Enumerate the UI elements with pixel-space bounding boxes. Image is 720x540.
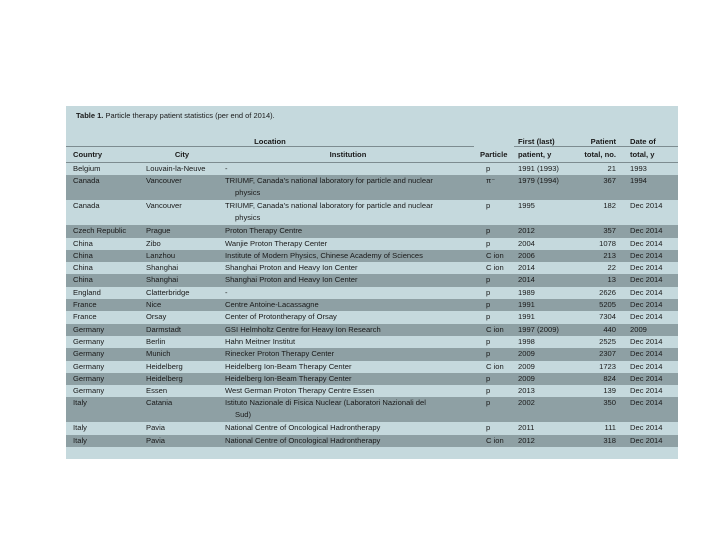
- institution-line: West German Proton Therapy Centre Essen: [225, 386, 375, 396]
- city-cell: Lanzhou: [142, 250, 222, 262]
- institution-cell: [222, 200, 474, 225]
- institution-line: Institute of Modern Physics, Chinese Academy of Sciences: [225, 250, 423, 260]
- particle-cell: C ion: [474, 435, 514, 447]
- table-row: [66, 225, 678, 237]
- table-body: [66, 163, 678, 448]
- patient-total-cell: 824: [578, 373, 624, 385]
- patient-total-cell: 182: [578, 200, 624, 225]
- first-patient-cell: 2013: [514, 385, 578, 397]
- institution-line: Wanjie Proton Therapy Center: [225, 238, 328, 248]
- table-row: [66, 299, 678, 311]
- date-header-1: Date of: [624, 130, 678, 147]
- institution-cell: [222, 385, 474, 397]
- particle-cell: p: [474, 200, 514, 225]
- table-row: [66, 287, 678, 299]
- date-cell: Dec 2014: [624, 225, 678, 237]
- first-patient-header-1: First (last): [514, 130, 578, 147]
- patient-statistics-table: [66, 130, 678, 447]
- institution-cell: [222, 175, 474, 200]
- date-cell: Dec 2014: [624, 250, 678, 262]
- particle-cell: C ion: [474, 262, 514, 274]
- particle-cell: p: [474, 385, 514, 397]
- table-row: [66, 250, 678, 262]
- date-header-2: total, y: [624, 147, 678, 163]
- date-cell: Dec 2014: [624, 361, 678, 373]
- patient-total-cell: 357: [578, 225, 624, 237]
- date-cell: 2009: [624, 324, 678, 336]
- institution-line: -: [225, 287, 228, 297]
- first-patient-cell: 1991: [514, 311, 578, 323]
- institution-line: -: [225, 164, 228, 173]
- patient-total-cell: 350: [578, 397, 624, 422]
- date-cell: Dec 2014: [624, 385, 678, 397]
- institution-line: National Centre of Oncological Hadrontherapy: [225, 423, 381, 433]
- date-cell: Dec 2014: [624, 422, 678, 434]
- patient-total-cell: 318: [578, 435, 624, 447]
- institution-cell: [222, 238, 474, 250]
- first-patient-cell: 2002: [514, 397, 578, 422]
- first-patient-header-2: patient, y: [514, 147, 578, 163]
- first-patient-cell: 1979 (1994): [514, 175, 578, 200]
- table-caption: [66, 106, 678, 130]
- city-header: City: [142, 147, 222, 163]
- country-cell: China: [66, 274, 142, 286]
- date-cell: Dec 2014: [624, 348, 678, 360]
- city-cell: Berlin: [142, 336, 222, 348]
- first-patient-cell: 2009: [514, 373, 578, 385]
- institution-cell: [222, 311, 474, 323]
- country-cell: France: [66, 299, 142, 311]
- particle-cell: p: [474, 336, 514, 348]
- table-row: [66, 200, 678, 225]
- institution-cell: [222, 250, 474, 262]
- institution-cell: [222, 299, 474, 311]
- date-cell: 1993: [624, 163, 678, 176]
- institution-cell: [222, 225, 474, 237]
- city-cell: Essen: [142, 385, 222, 397]
- institution-line-continued: physics: [235, 188, 261, 198]
- city-cell: Pavia: [142, 435, 222, 447]
- table-row: [66, 262, 678, 274]
- date-cell: Dec 2014: [624, 200, 678, 225]
- patient-total-cell: 2626: [578, 287, 624, 299]
- institution-cell: [222, 274, 474, 286]
- institution-line: National Centre of Oncological Hadrontherapy: [225, 435, 381, 445]
- table-panel: [66, 106, 678, 459]
- country-cell: China: [66, 238, 142, 250]
- institution-cell: [222, 324, 474, 336]
- institution-cell: [222, 397, 474, 422]
- table-footer-band: [66, 447, 678, 459]
- institution-line: Heidelberg Ion-Beam Therapy Center: [225, 373, 352, 383]
- patient-total-cell: 21: [578, 163, 624, 176]
- first-patient-cell: 2012: [514, 225, 578, 237]
- patient-total-cell: 5205: [578, 299, 624, 311]
- particle-cell: C ion: [474, 324, 514, 336]
- table-row: [66, 397, 678, 422]
- country-cell: Italy: [66, 422, 142, 434]
- institution-line-continued: Sud): [235, 410, 252, 420]
- particle-cell: p: [474, 348, 514, 360]
- country-cell: England: [66, 287, 142, 299]
- institution-line: Heidelberg Ion-Beam Therapy Center: [225, 361, 352, 371]
- particle-header: Particle: [474, 147, 514, 163]
- country-cell: Italy: [66, 435, 142, 447]
- first-patient-cell: 1991: [514, 299, 578, 311]
- institution-line: Shanghai Proton and Heavy Ion Center: [225, 263, 358, 273]
- date-cell: Dec 2014: [624, 274, 678, 286]
- table-row: [66, 175, 678, 200]
- country-cell: Czech Republic: [66, 225, 142, 237]
- institution-line: GSI Helmholtz Centre for Heavy Ion Research: [225, 324, 381, 334]
- city-cell: Shanghai: [142, 262, 222, 274]
- city-cell: Louvain-la-Neuve: [142, 163, 222, 176]
- date-cell: Dec 2014: [624, 238, 678, 250]
- patient-total-cell: 1723: [578, 361, 624, 373]
- header-row-columns: [66, 147, 678, 163]
- table-row: [66, 311, 678, 323]
- date-cell: Dec 2014: [624, 373, 678, 385]
- city-cell: Clatterbridge: [142, 287, 222, 299]
- particle-cell: p: [474, 397, 514, 422]
- city-cell: Pavia: [142, 422, 222, 434]
- country-header: Country: [66, 147, 142, 163]
- date-cell: Dec 2014: [624, 287, 678, 299]
- institution-line: Center of Protontherapy of Orsay: [225, 312, 337, 322]
- institution-line: Hahn Meitner Institut: [225, 336, 296, 346]
- patient-total-cell: 139: [578, 385, 624, 397]
- country-cell: Germany: [66, 373, 142, 385]
- institution-cell: [222, 262, 474, 274]
- first-patient-cell: 1991 (1993): [514, 163, 578, 176]
- city-cell: Munich: [142, 348, 222, 360]
- table-row: [66, 348, 678, 360]
- particle-cell: p: [474, 163, 514, 176]
- country-cell: Canada: [66, 200, 142, 225]
- date-cell: Dec 2014: [624, 262, 678, 274]
- institution-cell: [222, 287, 474, 299]
- country-cell: Germany: [66, 324, 142, 336]
- table-row: [66, 385, 678, 397]
- country-cell: China: [66, 262, 142, 274]
- particle-cell: p: [474, 238, 514, 250]
- institution-line: TRIUMF, Canada's national laboratory for particle and nuclear: [225, 176, 433, 186]
- patient-total-cell: 440: [578, 324, 624, 336]
- patient-total-cell: 1078: [578, 238, 624, 250]
- first-patient-cell: 1997 (2009): [514, 324, 578, 336]
- city-cell: Zibo: [142, 238, 222, 250]
- city-cell: Shanghai: [142, 274, 222, 286]
- city-cell: Heidelberg: [142, 361, 222, 373]
- table-row: [66, 274, 678, 286]
- city-cell: Orsay: [142, 311, 222, 323]
- particle-cell: p: [474, 311, 514, 323]
- city-cell: Darmstadt: [142, 324, 222, 336]
- particle-cell: p: [474, 287, 514, 299]
- country-cell: Germany: [66, 348, 142, 360]
- city-cell: Vancouver: [142, 175, 222, 200]
- first-patient-cell: 1998: [514, 336, 578, 348]
- patient-total-cell: 213: [578, 250, 624, 262]
- particle-cell: C ion: [474, 361, 514, 373]
- city-cell: Nice: [142, 299, 222, 311]
- particle-cell: p: [474, 274, 514, 286]
- particle-cell: p: [474, 373, 514, 385]
- first-patient-cell: 1995: [514, 200, 578, 225]
- institution-line: Rinecker Proton Therapy Center: [225, 349, 335, 359]
- first-patient-cell: 2009: [514, 348, 578, 360]
- first-patient-cell: 1989: [514, 287, 578, 299]
- institution-line: TRIUMF, Canada's national laboratory for particle and nuclear: [225, 201, 433, 211]
- country-cell: Belgium: [66, 163, 142, 176]
- table-row: [66, 163, 678, 176]
- institution-cell: [222, 348, 474, 360]
- institution-line-continued: physics: [235, 213, 261, 223]
- institution-line: Proton Therapy Centre: [225, 226, 303, 236]
- patient-total-cell: 2525: [578, 336, 624, 348]
- caption-text: Particle therapy patient statistics (per end of 2014).: [105, 111, 275, 120]
- country-cell: France: [66, 311, 142, 323]
- institution-cell: [222, 435, 474, 447]
- patient-total-cell: 2307: [578, 348, 624, 360]
- first-patient-cell: 2011: [514, 422, 578, 434]
- table-row: [66, 361, 678, 373]
- institution-line: Centre Antoine-Lacassagne: [225, 300, 319, 310]
- table-row: [66, 238, 678, 250]
- institution-cell: [222, 163, 474, 176]
- table-row: [66, 435, 678, 447]
- table-row: [66, 324, 678, 336]
- country-cell: Germany: [66, 361, 142, 373]
- date-cell: Dec 2014: [624, 397, 678, 422]
- institution-header: Institution: [222, 147, 474, 163]
- institution-cell: [222, 373, 474, 385]
- first-patient-cell: 2014: [514, 274, 578, 286]
- city-cell: Heidelberg: [142, 373, 222, 385]
- country-cell: China: [66, 250, 142, 262]
- table-row: [66, 336, 678, 348]
- country-cell: Canada: [66, 175, 142, 200]
- date-cell: Dec 2014: [624, 336, 678, 348]
- patient-total-cell: 22: [578, 262, 624, 274]
- particle-cell: π⁻: [474, 175, 514, 200]
- particle-cell: C ion: [474, 250, 514, 262]
- city-cell: Catania: [142, 397, 222, 422]
- patient-total-header-1: Patient: [578, 130, 624, 147]
- particle-cell: p: [474, 299, 514, 311]
- institution-line: Istituto Nazionale di Fisica Nuclear (Laboratori Nazionali del: [225, 398, 426, 408]
- city-cell: Prague: [142, 225, 222, 237]
- first-patient-cell: 2004: [514, 238, 578, 250]
- country-cell: Italy: [66, 397, 142, 422]
- table-row: [66, 422, 678, 434]
- institution-cell: [222, 422, 474, 434]
- header-row-group: [66, 130, 678, 147]
- location-group-header: Location: [66, 130, 474, 147]
- particle-cell: p: [474, 422, 514, 434]
- particle-cell: p: [474, 225, 514, 237]
- first-patient-cell: 2006: [514, 250, 578, 262]
- city-cell: Vancouver: [142, 200, 222, 225]
- patient-total-cell: 7304: [578, 311, 624, 323]
- table-row: [66, 373, 678, 385]
- patient-total-cell: 13: [578, 274, 624, 286]
- country-cell: Germany: [66, 336, 142, 348]
- patient-total-cell: 111: [578, 422, 624, 434]
- first-patient-cell: 2009: [514, 361, 578, 373]
- institution-cell: [222, 361, 474, 373]
- patient-total-header-2: total, no.: [578, 147, 624, 163]
- institution-cell: [222, 336, 474, 348]
- country-cell: Germany: [66, 385, 142, 397]
- caption-label: Table 1.: [76, 111, 104, 120]
- first-patient-cell: 2014: [514, 262, 578, 274]
- patient-total-cell: 367: [578, 175, 624, 200]
- date-cell: Dec 2014: [624, 435, 678, 447]
- first-patient-cell: 2012: [514, 435, 578, 447]
- date-cell: 1994: [624, 175, 678, 200]
- date-cell: Dec 2014: [624, 299, 678, 311]
- institution-line: Shanghai Proton and Heavy Ion Center: [225, 275, 358, 285]
- date-cell: Dec 2014: [624, 311, 678, 323]
